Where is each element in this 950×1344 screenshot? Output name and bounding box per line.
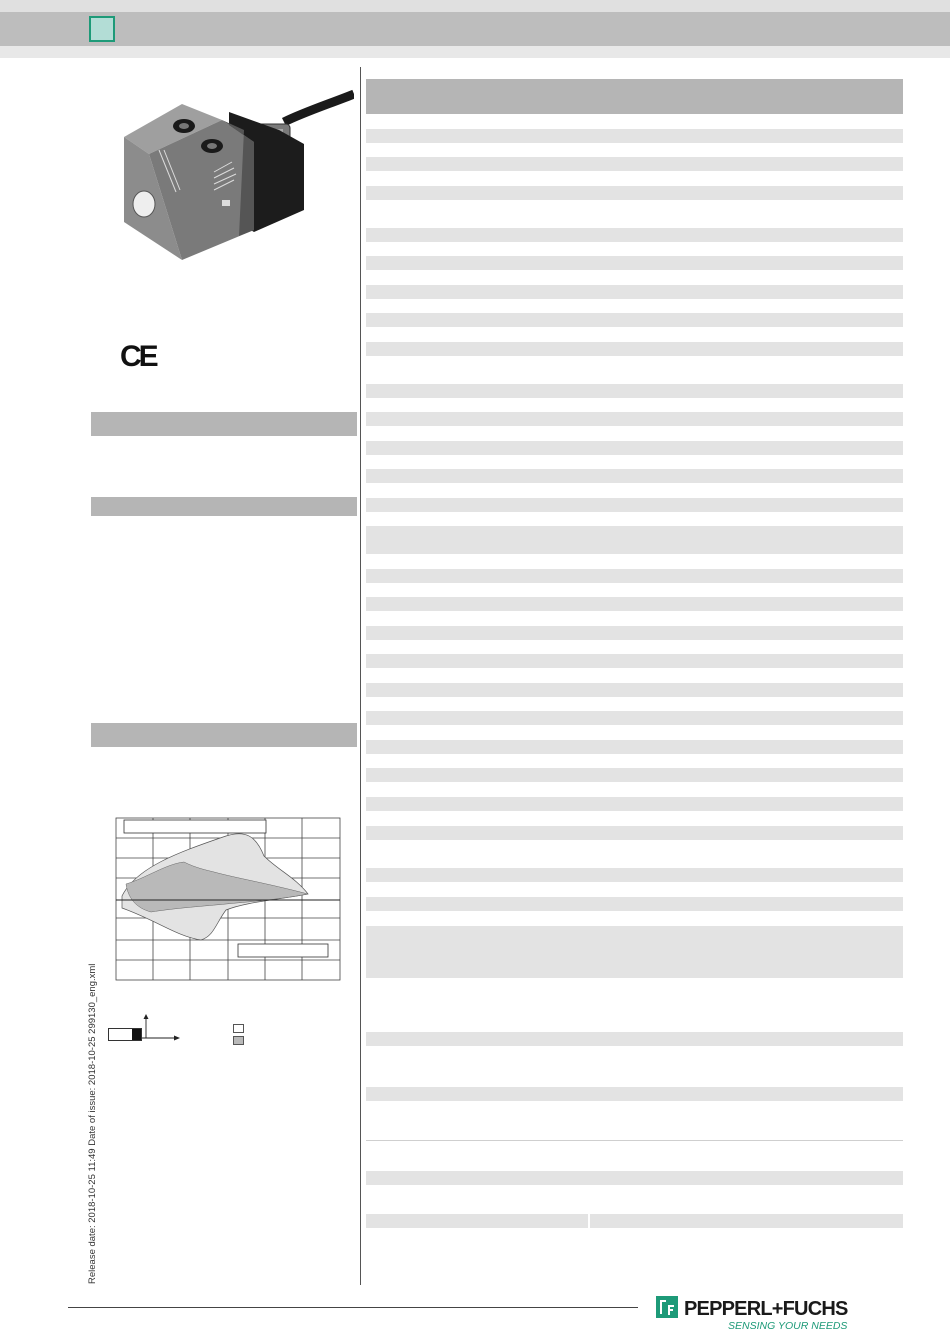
- product-image: [104, 82, 354, 264]
- table-row: [366, 1087, 903, 1101]
- table-divider: [366, 1140, 903, 1141]
- table-row: [366, 711, 903, 725]
- table-row: [366, 313, 903, 327]
- footer-line: [68, 1307, 638, 1308]
- header-bar: [0, 12, 950, 46]
- table-row: [366, 569, 903, 583]
- release-info: Release date: 2018-10-25 11:49 Date of issue: 2018-10-25 299130_eng.xml: [87, 963, 98, 1284]
- table-row: [366, 683, 903, 697]
- table-row: [366, 129, 903, 143]
- table-row: [366, 1032, 903, 1046]
- brand-tagline: SENSING YOUR NEEDS: [728, 1320, 848, 1332]
- column-divider: [360, 67, 361, 1285]
- axis-arrows-icon: [140, 1014, 180, 1042]
- table-row: [366, 1214, 903, 1228]
- table-row: [366, 626, 903, 640]
- table-row: [366, 897, 903, 911]
- legend-swatch-light: [233, 1024, 244, 1033]
- table-row: [366, 441, 903, 455]
- brand-name: PEPPERL+FUCHS: [684, 1298, 848, 1320]
- table-row: [366, 926, 903, 978]
- pepperl-fuchs-logo-icon: [656, 1296, 682, 1322]
- section-header-2: [91, 497, 357, 516]
- table-column-gap: [588, 1214, 590, 1228]
- table-row: [366, 1171, 903, 1185]
- table-row: [366, 228, 903, 242]
- table-row: [366, 740, 903, 754]
- table-row: [366, 826, 903, 840]
- table-row: [366, 285, 903, 299]
- section-header-1: [91, 412, 357, 436]
- table-row: [366, 256, 903, 270]
- header-accent-square: [89, 16, 115, 42]
- ce-mark: CE: [120, 340, 156, 373]
- section-header-3: [91, 723, 357, 747]
- table-row: [366, 526, 903, 554]
- header-sub-strip: [0, 46, 950, 58]
- table-row: [366, 342, 903, 356]
- table-row: [366, 797, 903, 811]
- sensor-symbol: [108, 1028, 142, 1041]
- detection-range-chart: [96, 808, 346, 990]
- table-row: [366, 412, 903, 426]
- legend-swatch-dark: [233, 1036, 244, 1045]
- table-row: [366, 868, 903, 882]
- table-row: [366, 469, 903, 483]
- table-row: [366, 157, 903, 171]
- table-row: [366, 384, 903, 398]
- header-top-strip: [0, 0, 950, 12]
- table-row: [366, 654, 903, 668]
- table-row: [366, 186, 903, 200]
- table-row: [366, 498, 903, 512]
- table-row: [366, 597, 903, 611]
- table-header: [366, 79, 903, 114]
- table-row: [366, 768, 903, 782]
